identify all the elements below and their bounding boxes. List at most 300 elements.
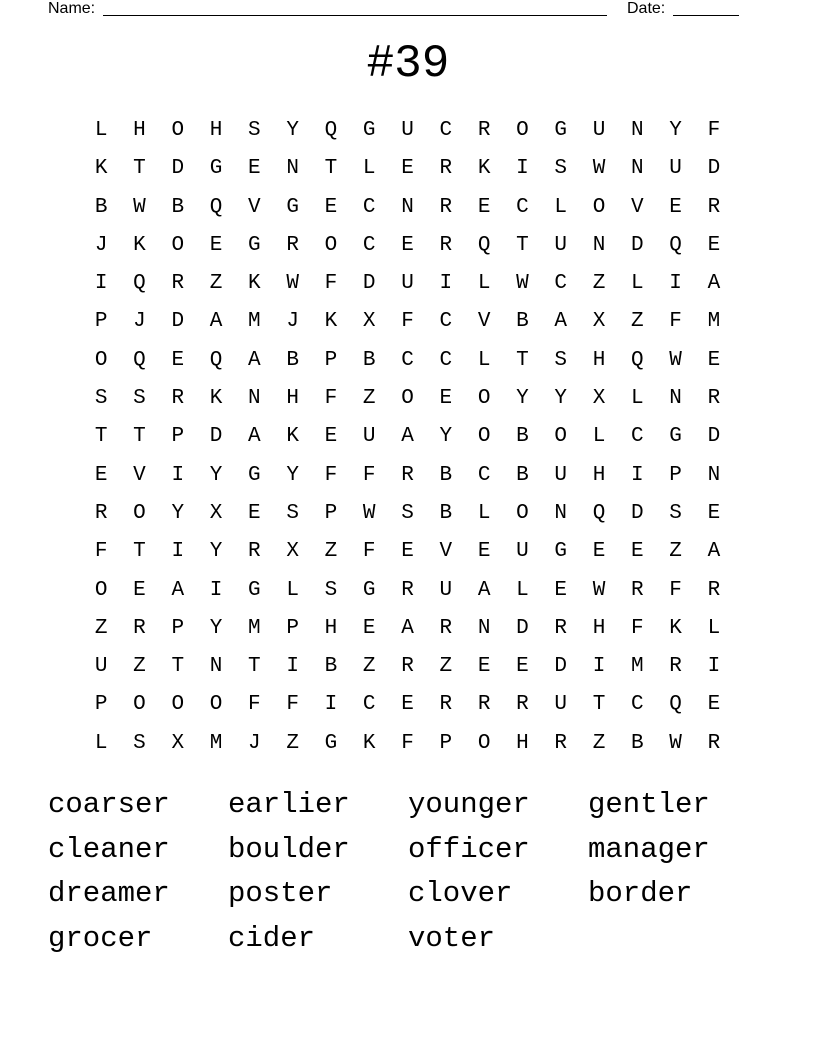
grid-letter: U [439, 578, 453, 602]
grid-letter: I [94, 272, 108, 296]
grid-letter: J [286, 310, 299, 334]
grid-letter: I [171, 540, 185, 564]
grid-letter: M [707, 310, 721, 334]
grid-letter: O [171, 693, 185, 717]
grid-letter: G [554, 119, 568, 142]
grid-letter: E [324, 425, 338, 449]
grid-letter: O [94, 578, 108, 602]
grid-letter: Q [209, 195, 223, 219]
grid-letter: B [171, 195, 185, 219]
grid-row [82, 418, 733, 456]
grid-letter: Q [631, 348, 644, 372]
grid-letter: O [133, 693, 146, 717]
grid-row [82, 457, 733, 495]
grid-letter: O [592, 195, 606, 219]
grid-letter: Q [592, 501, 606, 525]
grid-letter: X [171, 731, 185, 755]
grid-letter: C [554, 272, 568, 296]
grid-letter: B [516, 463, 529, 487]
grid-letter: X [286, 540, 299, 564]
grid-letter: C [401, 348, 414, 372]
grid-letter: G [554, 540, 568, 564]
word-list-item: voter [408, 921, 496, 955]
grid-letter: W [592, 157, 606, 181]
grid-row [82, 495, 733, 533]
word-list-item: manager [588, 832, 710, 866]
grid-letter: B [286, 348, 299, 372]
grid-letter: Z [94, 616, 108, 640]
grid-letter: J [248, 731, 261, 755]
grid-letter: E [171, 348, 185, 372]
grid-letter: P [94, 693, 108, 717]
grid-letter: R [554, 731, 568, 755]
grid-letter: E [94, 463, 108, 487]
grid-letter: Y [209, 616, 223, 640]
grid-row [82, 380, 733, 418]
word-list-item: younger [408, 788, 530, 821]
grid-letter: E [707, 233, 721, 257]
grid-letter: L [631, 387, 644, 411]
grid-letter: B [516, 310, 529, 334]
grid-row [82, 303, 733, 341]
grid-letter: T [133, 425, 146, 449]
grid-letter: O [133, 501, 146, 525]
grid-letter: A [707, 540, 721, 564]
grid-letter: P [669, 463, 682, 487]
grid-letter: G [324, 731, 338, 755]
grid-letter: L [94, 731, 108, 755]
grid-letter: R [631, 578, 644, 602]
grid-letter: P [171, 425, 185, 449]
grid-letter: B [439, 501, 453, 525]
grid-letter: E [248, 501, 261, 525]
grid-letter: I [439, 272, 453, 296]
grid-letter: R [554, 616, 568, 640]
grid-letter: B [631, 731, 644, 755]
grid-letter: E [362, 616, 376, 640]
grid-letter: U [94, 655, 108, 679]
grid-letter: W [669, 348, 682, 372]
word-list-item: coarser [48, 788, 170, 821]
grid-letter: Z [592, 272, 606, 296]
grid-letter: A [554, 310, 568, 334]
grid-letter: O [477, 425, 491, 449]
grid-letter: N [248, 387, 261, 411]
grid-letter: H [592, 616, 606, 640]
grid-letter: R [439, 616, 453, 640]
grid-letter: R [477, 119, 491, 142]
grid-letter: C [362, 693, 376, 717]
grid-letter: E [324, 195, 338, 219]
grid-letter: E [477, 540, 491, 564]
grid-letter: Y [286, 463, 299, 487]
grid-letter: N [477, 616, 491, 640]
grid-letter: R [133, 616, 146, 640]
grid-letter: H [592, 348, 606, 372]
grid-letter: R [401, 463, 414, 487]
word-list-item: poster [228, 877, 333, 910]
grid-letter: R [516, 693, 529, 717]
grid-letter: N [286, 157, 299, 181]
grid-letter: S [133, 731, 146, 755]
grid-letter: S [554, 348, 568, 372]
grid-letter: G [669, 425, 682, 449]
grid-letter: P [324, 501, 338, 525]
grid-letter: N [631, 119, 644, 142]
grid-letter: K [477, 157, 491, 181]
grid-row [82, 648, 733, 686]
grid-letter: U [401, 119, 414, 142]
grid-letter: L [477, 348, 491, 372]
grid-letter: U [592, 119, 606, 142]
word-row [48, 830, 768, 875]
grid-letter: H [286, 387, 299, 411]
grid-letter: T [94, 425, 108, 449]
grid-letter: X [592, 310, 606, 334]
grid-letter: B [362, 348, 376, 372]
grid-letter: A [401, 425, 414, 449]
grid-letter: O [477, 387, 491, 411]
header [48, 0, 740, 20]
grid-letter: Z [362, 387, 376, 411]
grid-letter: F [324, 272, 338, 296]
date-label: Date: [627, 0, 666, 17]
grid-letter: O [209, 693, 223, 717]
grid-letter: N [707, 463, 721, 487]
grid-letter: W [592, 578, 606, 602]
grid-letter: T [324, 157, 338, 181]
grid-letter: O [477, 731, 491, 755]
grid-letter: K [286, 425, 299, 449]
grid-letter: K [324, 310, 338, 334]
grid-letter: R [171, 272, 185, 296]
grid-letter: M [631, 655, 644, 679]
date-blank-line [673, 15, 739, 16]
grid-letter: F [248, 693, 261, 717]
grid-letter: D [707, 425, 721, 449]
grid-letter: A [477, 578, 491, 602]
grid-row [82, 150, 733, 188]
grid-letter: E [401, 157, 414, 181]
grid-letter: E [477, 655, 491, 679]
grid-letter: S [94, 387, 108, 411]
grid-letter: R [477, 693, 491, 717]
grid-letter: R [94, 501, 108, 525]
grid-row [82, 227, 733, 265]
grid-letter: L [707, 616, 721, 640]
grid-letter: D [707, 157, 721, 181]
grid-letter: H [209, 119, 223, 142]
grid-letter: H [516, 731, 529, 755]
grid-letter: Z [133, 655, 146, 679]
grid-letter: E [209, 233, 223, 257]
grid-letter: Z [324, 540, 338, 564]
grid-letter: E [401, 233, 414, 257]
grid-letter: I [631, 463, 644, 487]
grid-letter: I [171, 463, 185, 487]
grid-row [82, 189, 733, 227]
grid-letter: F [286, 693, 299, 717]
grid-letter: Q [669, 693, 682, 717]
word-list-item: officer [408, 832, 530, 866]
word-list-item: cider [228, 921, 316, 955]
grid-letter: F [362, 463, 376, 487]
grid-letter: M [248, 616, 261, 640]
grid-letter: E [516, 655, 529, 679]
grid-letter: C [631, 693, 644, 717]
grid-letter: R [286, 233, 299, 257]
letter-grid [82, 112, 733, 763]
grid-letter: E [707, 693, 721, 717]
grid-letter: R [707, 731, 721, 755]
grid-letter: V [248, 195, 261, 219]
grid-letter: F [707, 119, 721, 142]
grid-letter: O [554, 425, 568, 449]
grid-letter: C [439, 348, 453, 372]
grid-letter: Y [171, 501, 185, 525]
grid-letter: R [171, 387, 185, 411]
grid-letter: D [631, 501, 644, 525]
grid-row [82, 610, 733, 648]
grid-letter: U [401, 272, 414, 296]
grid-letter: G [286, 195, 299, 219]
grid-letter: F [362, 540, 376, 564]
grid-letter: P [286, 616, 299, 640]
grid-letter: E [631, 540, 644, 564]
grid-letter: K [94, 157, 108, 181]
grid-letter: E [707, 348, 721, 372]
grid-letter: S [286, 501, 299, 525]
grid-letter: T [248, 655, 261, 679]
grid-letter: R [439, 233, 453, 257]
grid-letter: T [516, 348, 529, 372]
grid-letter: V [631, 195, 644, 219]
grid-letter: Y [439, 425, 453, 449]
grid-letter: S [401, 501, 414, 525]
grid-letter: N [401, 195, 414, 219]
grid-letter: P [94, 310, 108, 334]
grid-letter: I [669, 272, 682, 296]
grid-letter: W [669, 731, 682, 755]
grid-letter: A [248, 425, 261, 449]
grid-letter: K [209, 387, 223, 411]
grid-letter: Z [631, 310, 644, 334]
grid-letter: L [554, 195, 568, 219]
grid-letter: T [133, 157, 146, 181]
grid-letter: Q [209, 348, 223, 372]
grid-letter: R [401, 655, 414, 679]
grid-letter: T [133, 540, 146, 564]
grid-letter: U [669, 157, 682, 181]
grid-letter: O [171, 233, 185, 257]
grid-letter: F [401, 731, 414, 755]
grid-letter: I [707, 655, 721, 679]
grid-letter: S [133, 387, 146, 411]
grid-letter: O [401, 387, 414, 411]
grid-letter: Y [554, 387, 568, 411]
grid-letter: S [669, 501, 682, 525]
grid-letter: F [324, 387, 338, 411]
grid-letter: M [248, 310, 261, 334]
grid-row [82, 725, 733, 763]
grid-letter: T [171, 655, 185, 679]
grid-letter: O [516, 119, 529, 142]
grid-letter: C [439, 310, 453, 334]
grid-letter: F [324, 463, 338, 487]
grid-row [82, 112, 733, 150]
grid-letter: H [133, 119, 146, 142]
grid-letter: Q [477, 233, 491, 257]
grid-letter: S [324, 578, 338, 602]
grid-letter: C [477, 463, 491, 487]
grid-letter: U [516, 540, 529, 564]
grid-letter: Y [209, 463, 223, 487]
word-list-item: cleaner [48, 832, 170, 866]
grid-letter: M [209, 731, 223, 755]
grid-letter: Z [209, 272, 223, 296]
grid-letter: K [248, 272, 261, 296]
grid-letter: Z [439, 655, 453, 679]
word-list-item: dreamer [48, 877, 170, 910]
word-row [48, 874, 768, 919]
grid-letter: E [707, 501, 721, 525]
grid-letter: Y [209, 540, 223, 564]
grid-letter: R [439, 157, 453, 181]
grid-letter: D [171, 157, 185, 181]
grid-letter: J [94, 233, 108, 257]
grid-letter: W [516, 272, 529, 296]
grid-letter: D [631, 233, 644, 257]
grid-letter: O [324, 233, 338, 257]
grid-letter: H [324, 616, 338, 640]
grid-letter: L [286, 578, 299, 602]
grid-letter: O [516, 501, 529, 525]
word-list-item: grocer [48, 921, 153, 955]
grid-letter: L [477, 272, 491, 296]
grid-letter: C [631, 425, 644, 449]
grid-letter: V [133, 463, 146, 487]
grid-letter: D [516, 616, 529, 640]
grid-letter: X [592, 387, 606, 411]
grid-letter: P [324, 348, 338, 372]
grid-letter: U [554, 463, 568, 487]
grid-letter: L [94, 119, 108, 142]
grid-letter: V [477, 310, 491, 334]
grid-letter: F [94, 540, 108, 564]
puzzle-title: #39 [366, 38, 450, 90]
grid-letter: U [362, 425, 376, 449]
grid-letter: Y [516, 387, 529, 411]
grid-letter: Z [286, 731, 299, 755]
grid-letter: I [286, 655, 299, 679]
grid-letter: I [209, 578, 223, 602]
grid-letter: S [248, 119, 261, 142]
grid-letter: A [209, 310, 223, 334]
word-list-item: earlier [228, 788, 350, 821]
grid-letter: G [362, 119, 376, 142]
grid-letter: R [248, 540, 261, 564]
grid-letter: C [362, 233, 376, 257]
grid-letter: L [592, 425, 606, 449]
grid-letter: R [401, 578, 414, 602]
grid-letter: F [669, 578, 682, 602]
grid-letter: I [592, 655, 606, 679]
grid-row [82, 342, 733, 380]
grid-letter: Z [669, 540, 682, 564]
grid-letter: E [248, 157, 261, 181]
grid-letter: J [133, 310, 146, 334]
grid-letter: D [554, 655, 568, 679]
grid-letter: N [209, 655, 223, 679]
grid-row [82, 533, 733, 571]
grid-letter: T [592, 693, 606, 717]
word-list-item: boulder [228, 832, 350, 866]
grid-letter: Q [324, 119, 338, 142]
grid-letter: W [286, 272, 299, 296]
grid-letter: P [439, 731, 453, 755]
grid-letter: H [592, 463, 606, 487]
grid-letter: O [94, 348, 108, 372]
word-list-item: clover [408, 877, 513, 910]
name-blank-line [103, 15, 607, 16]
grid-letter: A [171, 578, 185, 602]
grid-letter: B [94, 195, 108, 219]
grid-letter: Q [669, 233, 682, 257]
grid-letter: W [133, 195, 146, 219]
grid-letter: U [554, 233, 568, 257]
grid-letter: A [401, 616, 414, 640]
grid-letter: Z [362, 655, 376, 679]
grid-letter: R [707, 387, 721, 411]
grid-letter: N [669, 387, 682, 411]
grid-letter: X [209, 501, 223, 525]
grid-letter: N [554, 501, 568, 525]
word-row [48, 785, 768, 830]
grid-letter: C [362, 195, 376, 219]
grid-letter: D [171, 310, 185, 334]
grid-letter: I [516, 157, 529, 181]
grid-letter: R [707, 195, 721, 219]
grid-letter: E [477, 195, 491, 219]
grid-letter: S [554, 157, 568, 181]
grid-letter: E [401, 693, 414, 717]
grid-letter: F [631, 616, 644, 640]
grid-letter: Y [669, 119, 682, 142]
grid-letter: B [516, 425, 529, 449]
grid-letter: U [554, 693, 568, 717]
grid-letter: F [669, 310, 682, 334]
grid-letter: W [362, 501, 376, 525]
grid-letter: Y [286, 119, 299, 142]
grid-letter: G [248, 463, 261, 487]
grid-row [82, 572, 733, 610]
name-label: Name: [48, 0, 96, 17]
grid-letter: D [362, 272, 376, 296]
grid-row [82, 265, 733, 303]
grid-letter: R [707, 578, 721, 602]
grid-letter: G [248, 233, 261, 257]
grid-letter: O [171, 119, 185, 142]
grid-letter: K [669, 616, 682, 640]
word-list [48, 785, 768, 963]
grid-letter: Q [133, 348, 146, 372]
grid-letter: C [439, 119, 453, 142]
grid-letter: L [362, 157, 376, 181]
grid-letter: V [439, 540, 453, 564]
grid-letter: B [324, 655, 338, 679]
word-row [48, 919, 768, 964]
grid-letter: E [401, 540, 414, 564]
